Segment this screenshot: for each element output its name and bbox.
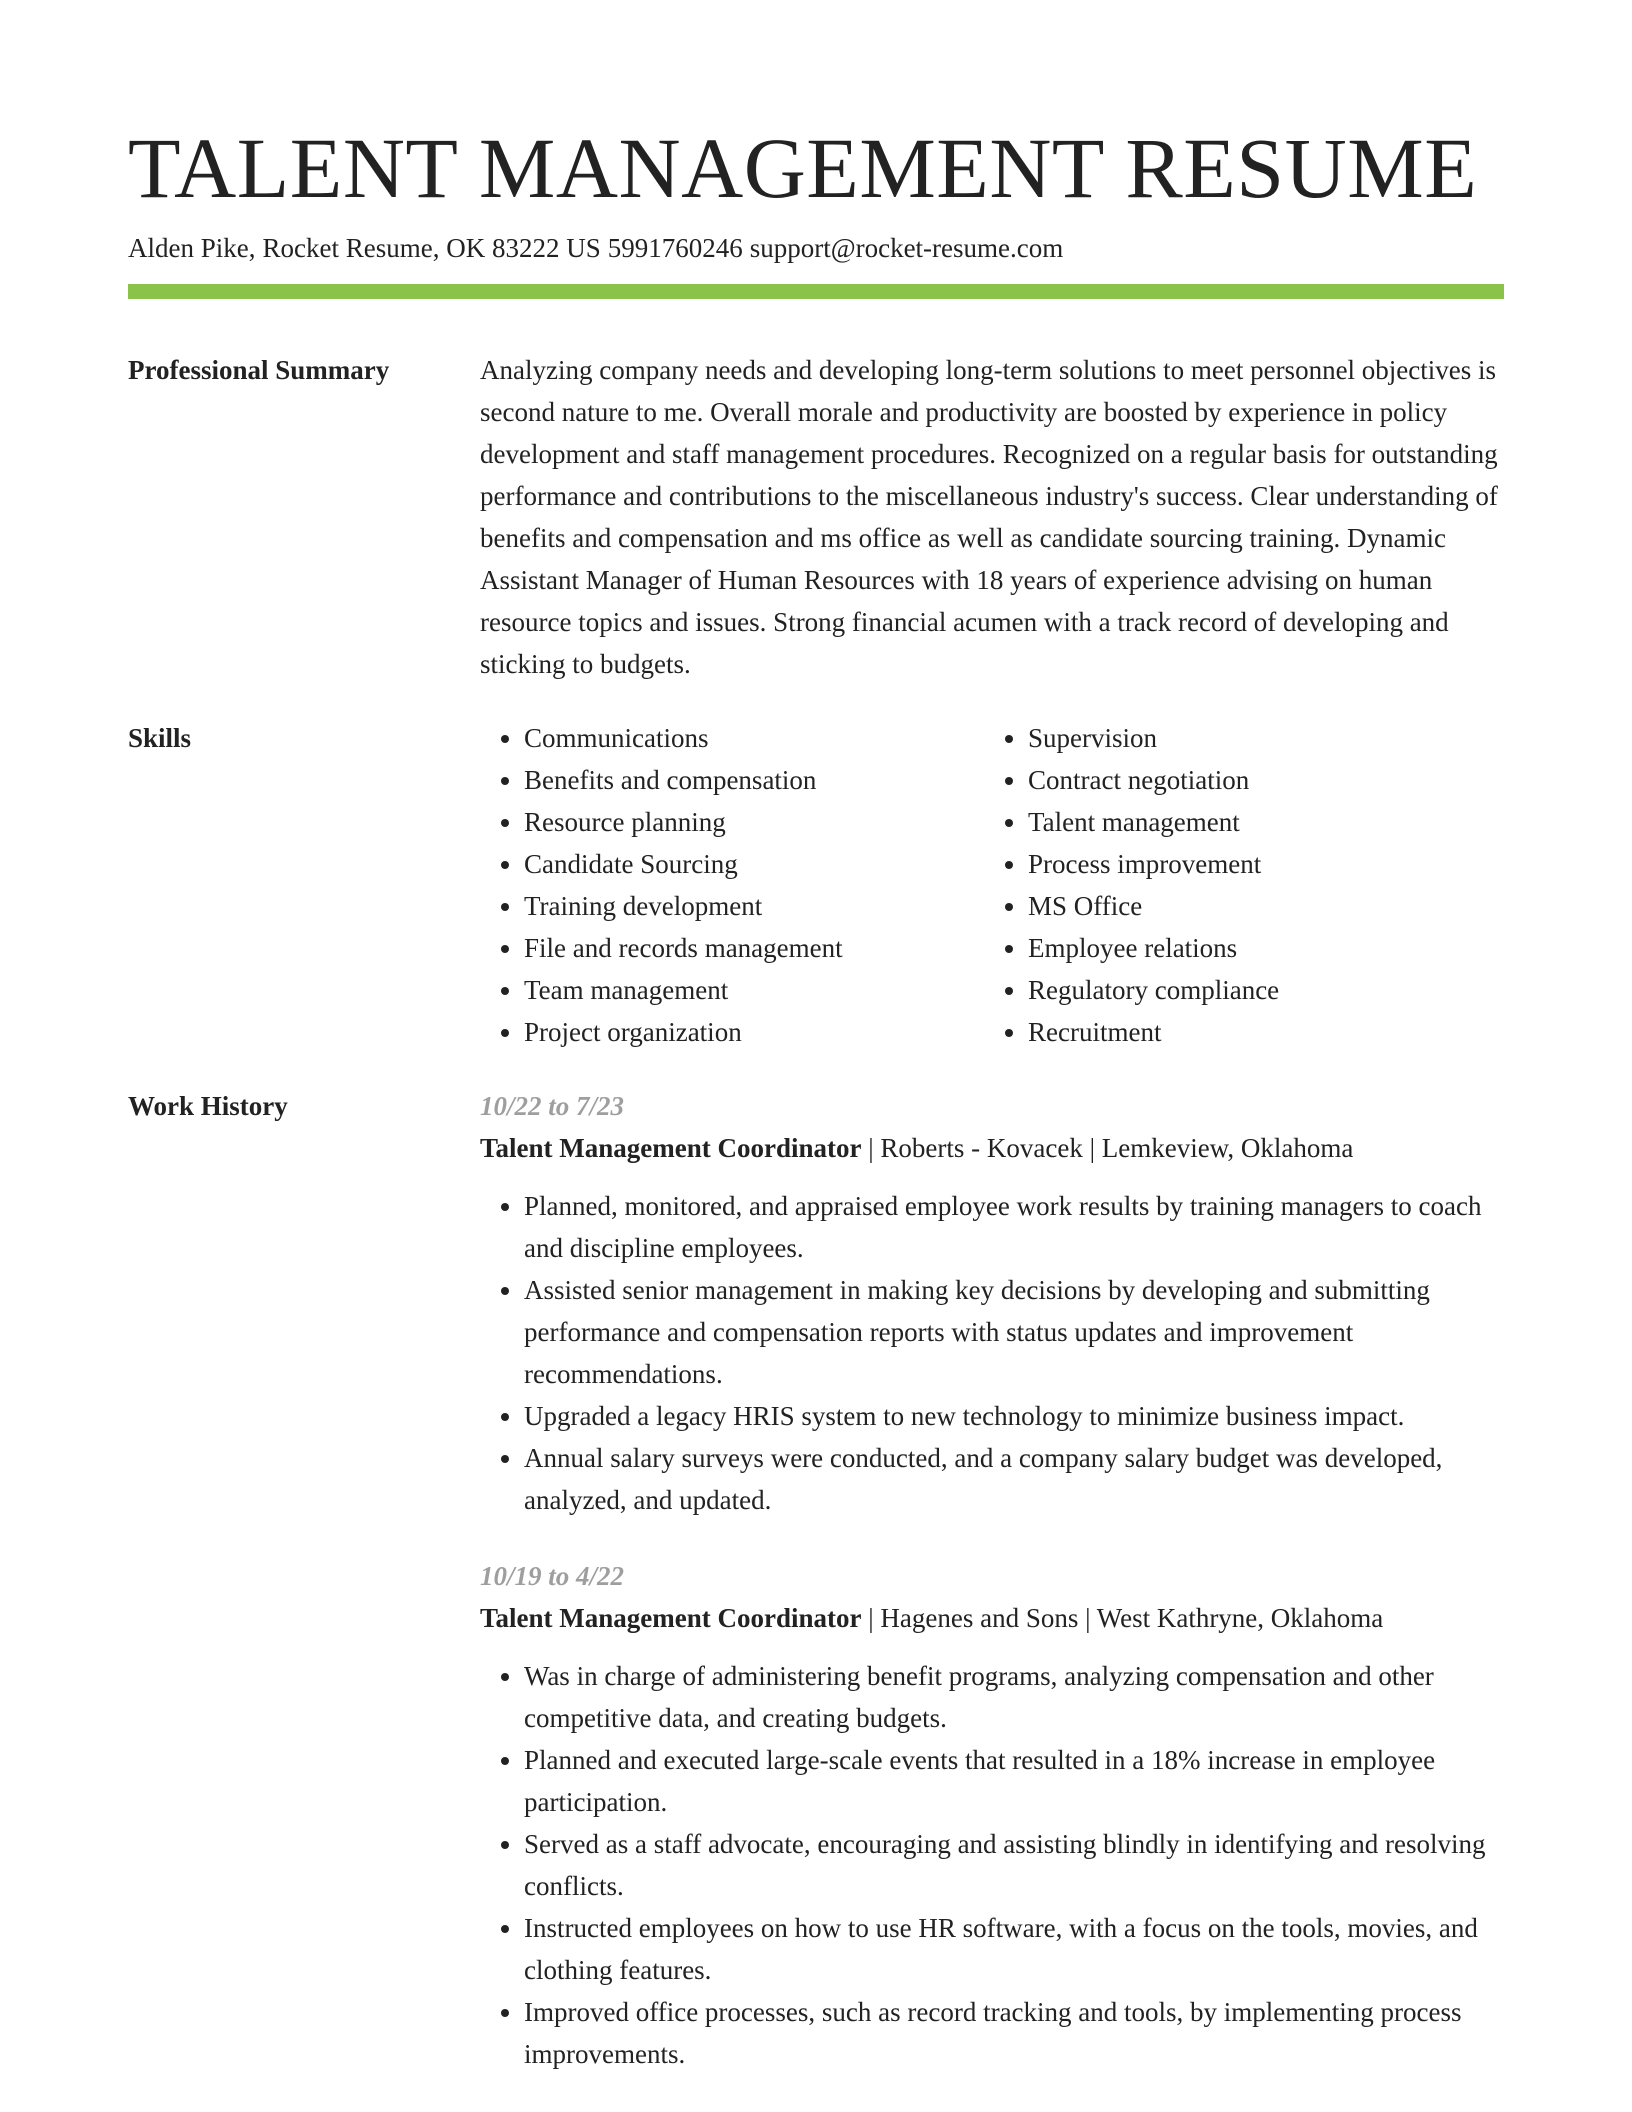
skills-columns	[480, 717, 1504, 1053]
work-history-body	[480, 1085, 1504, 2075]
skill-item: • Team management	[524, 969, 984, 1011]
job-dates: 10/19 to 4/22	[480, 1561, 625, 1591]
job-bullet: • Instructed employees on how to use HR software, with a focus on the tools, movies, and clothing features.	[524, 1907, 1504, 1991]
job-bullet: • Planned and executed large-scale events that resulted in a 18% increase in employee participation.	[524, 1739, 1504, 1823]
contact-email[interactable]: support@rocket-resume.com	[749, 233, 1064, 263]
work-history-section	[128, 1085, 1504, 2075]
skill-item: • Project organization	[524, 1011, 984, 1053]
job-bullet: • Upgraded a legacy HRIS system to new technology to minimize business impact.	[524, 1395, 1504, 1437]
skills-column-left	[480, 717, 984, 1053]
job-employer-location: | Hagenes and Sons | West Kathryne, Oklahoma	[861, 1603, 1384, 1633]
job-bullets	[480, 1185, 1504, 1521]
skill-item: • Candidate Sourcing	[524, 843, 984, 885]
header-divider	[128, 284, 1504, 299]
skill-item: • Contract negotiation	[1028, 759, 1488, 801]
job-title: Talent Management Coordinator	[480, 1133, 862, 1163]
skill-item: • Process improvement	[1028, 843, 1488, 885]
job-role-line	[480, 1597, 1504, 1639]
skill-item: • Training development	[524, 885, 984, 927]
job-title: Talent Management Coordinator	[480, 1603, 862, 1633]
job-role-line	[480, 1127, 1504, 1169]
skill-item: • File and records management	[524, 927, 984, 969]
skills-heading: Skills	[128, 723, 192, 753]
job-entry	[480, 1085, 1504, 1521]
contact-line	[128, 230, 1504, 266]
job-dates: 10/22 to 7/23	[480, 1091, 625, 1121]
contact-address: Rocket Resume, OK 83222 US	[262, 233, 601, 263]
job-bullets	[480, 1655, 1504, 2075]
job-bullet: • Improved office processes, such as record tracking and tools, by implementing process improvements.	[524, 1991, 1504, 2075]
skills-list-right	[984, 717, 1488, 1053]
skill-item: • Recruitment	[1028, 1011, 1488, 1053]
skill-item: • Communications	[524, 717, 984, 759]
job-bullet: • Planned, monitored, and appraised employee work results by training managers to coach and discipline employees.	[524, 1185, 1504, 1269]
skill-item: • Supervision	[1028, 717, 1488, 759]
job-bullet: • Assisted senior management in making key decisions by developing and submitting performance and compensation reports with status updates and improvement recommendations.	[524, 1269, 1504, 1395]
resume-page	[128, 118, 1504, 2075]
skills-section	[128, 717, 1504, 1053]
work-history-heading: Work History	[128, 1091, 288, 1121]
job-bullet: • Was in charge of administering benefit programs, analyzing compensation and other competitive data, and creating budgets.	[524, 1655, 1504, 1739]
contact-phone: 5991760246	[607, 233, 743, 263]
skills-column-right	[984, 717, 1488, 1053]
contact-name: Alden Pike,	[128, 233, 256, 263]
skill-item: • Benefits and compensation	[524, 759, 984, 801]
resume-title: TALENT MANAGEMENT RESUME	[128, 120, 1478, 216]
skill-item: • MS Office	[1028, 885, 1488, 927]
skill-item: • Resource planning	[524, 801, 984, 843]
summary-section	[128, 349, 1504, 685]
job-bullet: • Annual salary surveys were conducted, and a company salary budget was developed, analyzed, and updated.	[524, 1437, 1504, 1521]
job-bullet: • Served as a staff advocate, encouraging and assisting blindly in identifying and resolving conflicts.	[524, 1823, 1504, 1907]
skills-list-left	[480, 717, 984, 1053]
skill-item: • Regulatory compliance	[1028, 969, 1488, 1011]
summary-text: Analyzing company needs and developing long-term solutions to meet personnel objectives is second nature to me. Overall morale and productivity are boosted by experience in policy development and staff management procedures. Recognized on a regular basis for outstanding performance and contributions to the miscellaneous industry's success. Clear understanding of benefits and compensation and ms office as well as candidate sourcing training. Dynamic Assistant Manager of Human Resources with 18 years of experience advising on human resource topics and issues. Strong financial acumen with a track record of developing and sticking to budgets.	[480, 355, 1498, 679]
job-entry	[480, 1555, 1504, 2075]
summary-heading: Professional Summary	[128, 355, 390, 385]
skill-item: • Employee relations	[1028, 927, 1488, 969]
job-employer-location: | Roberts - Kovacek | Lemkeview, Oklahoma	[861, 1133, 1354, 1163]
skill-item: • Talent management	[1028, 801, 1488, 843]
